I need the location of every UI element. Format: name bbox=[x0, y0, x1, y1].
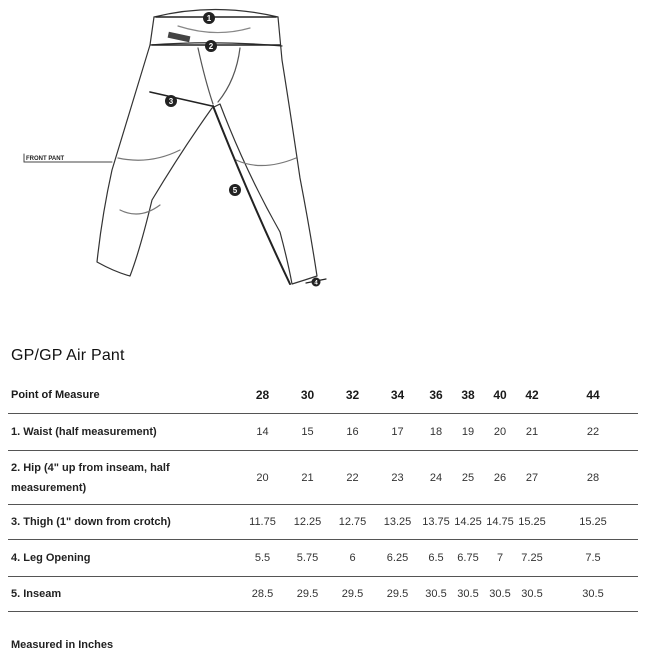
row-label-line: measurement) bbox=[11, 481, 87, 494]
pant-outline bbox=[97, 17, 317, 284]
table-cell: 30.5 bbox=[420, 577, 452, 612]
table-cell: 21 bbox=[285, 451, 330, 505]
table-cell: 29.5 bbox=[285, 577, 330, 612]
table-cell: 29.5 bbox=[375, 577, 420, 612]
svg-text:4: 4 bbox=[314, 280, 318, 287]
table-cell: 14.25 bbox=[452, 505, 484, 540]
table-cell: 12.25 bbox=[285, 505, 330, 540]
table-cell: 30.5 bbox=[516, 577, 548, 612]
row-label: 4. Leg Opening bbox=[8, 540, 240, 577]
units-footnote: Measured in Inches bbox=[11, 639, 114, 651]
table-cell: 6.25 bbox=[375, 540, 420, 577]
left-knee-seam bbox=[118, 150, 180, 160]
svg-text:5: 5 bbox=[232, 186, 238, 195]
table-cell: 13.75 bbox=[420, 505, 452, 540]
table-cell: 12.75 bbox=[330, 505, 375, 540]
table-cell: 22 bbox=[548, 414, 638, 451]
waistband-top bbox=[154, 10, 278, 18]
front-pant-label: FRONT PANT bbox=[26, 156, 65, 162]
header-size: 40 bbox=[484, 377, 516, 414]
table-cell: 23 bbox=[375, 451, 420, 505]
row-label-line: 2. Hip (4" up from inseam, half bbox=[11, 461, 170, 474]
front-panel-seam bbox=[218, 48, 240, 102]
table-cell: 17 bbox=[375, 414, 420, 451]
table-row bbox=[8, 540, 638, 577]
table-cell: 7.5 bbox=[548, 540, 638, 577]
pant-diagram bbox=[0, 0, 650, 300]
table-cell: 19 bbox=[452, 414, 484, 451]
waist-opening bbox=[178, 26, 250, 33]
inseam-line bbox=[213, 106, 290, 284]
table-cell: 7.25 bbox=[516, 540, 548, 577]
svg-text:1: 1 bbox=[206, 14, 212, 23]
table-cell: 30.5 bbox=[484, 577, 516, 612]
table-cell: 22 bbox=[330, 451, 375, 505]
table-cell: 13.25 bbox=[375, 505, 420, 540]
table-cell: 20 bbox=[240, 451, 285, 505]
table-cell: 28 bbox=[548, 451, 638, 505]
header-size: 38 bbox=[452, 377, 484, 414]
table-cell: 18 bbox=[420, 414, 452, 451]
header-size: 30 bbox=[285, 377, 330, 414]
table-cell: 6.75 bbox=[452, 540, 484, 577]
table-header-row bbox=[8, 377, 638, 414]
svg-text:2: 2 bbox=[208, 42, 214, 51]
row-label: 1. Waist (half measurement) bbox=[8, 414, 240, 451]
table-cell: 26 bbox=[484, 451, 516, 505]
logo-patch bbox=[168, 32, 191, 42]
callout-5 bbox=[229, 184, 241, 196]
table-row bbox=[8, 577, 638, 612]
left-shin-seam bbox=[120, 205, 160, 214]
header-size: 42 bbox=[516, 377, 548, 414]
header-size: 32 bbox=[330, 377, 375, 414]
table-cell: 16 bbox=[330, 414, 375, 451]
table-cell: 15.25 bbox=[516, 505, 548, 540]
table-cell: 27 bbox=[516, 451, 548, 505]
table-cell: 29.5 bbox=[330, 577, 375, 612]
table-row bbox=[8, 414, 638, 451]
header-size: 44 bbox=[548, 377, 638, 414]
callout-1 bbox=[203, 12, 215, 24]
callout-3 bbox=[165, 95, 177, 107]
header-point-of-measure: Point of Measure bbox=[8, 377, 240, 414]
table-cell: 14.75 bbox=[484, 505, 516, 540]
size-chart-table bbox=[8, 377, 638, 612]
table-cell: 11.75 bbox=[240, 505, 285, 540]
table-cell: 21 bbox=[516, 414, 548, 451]
table-cell: 24 bbox=[420, 451, 452, 505]
table-cell: 6 bbox=[330, 540, 375, 577]
table-cell: 5.5 bbox=[240, 540, 285, 577]
table-cell: 28.5 bbox=[240, 577, 285, 612]
header-size: 36 bbox=[420, 377, 452, 414]
table-row bbox=[8, 451, 638, 505]
table-cell: 15.25 bbox=[548, 505, 638, 540]
table-cell: 6.5 bbox=[420, 540, 452, 577]
fly-seam bbox=[198, 48, 213, 104]
callout-2 bbox=[205, 40, 217, 52]
callout-4 bbox=[312, 278, 321, 287]
row-label: 3. Thigh (1" down from crotch) bbox=[8, 505, 240, 540]
table-cell: 20 bbox=[484, 414, 516, 451]
table-cell: 25 bbox=[452, 451, 484, 505]
svg-text:3: 3 bbox=[168, 97, 174, 106]
header-size: 34 bbox=[375, 377, 420, 414]
chart-title: GP/GP Air Pant bbox=[11, 347, 125, 364]
table-row bbox=[8, 505, 638, 540]
row-label: 5. Inseam bbox=[8, 577, 240, 612]
thigh-measure-line bbox=[150, 92, 212, 106]
table-cell: 7 bbox=[484, 540, 516, 577]
table-cell: 30.5 bbox=[548, 577, 638, 612]
table-cell: 15 bbox=[285, 414, 330, 451]
header-size: 28 bbox=[240, 377, 285, 414]
table-cell: 14 bbox=[240, 414, 285, 451]
table-cell: 30.5 bbox=[452, 577, 484, 612]
table-cell: 5.75 bbox=[285, 540, 330, 577]
row-label bbox=[8, 451, 240, 505]
